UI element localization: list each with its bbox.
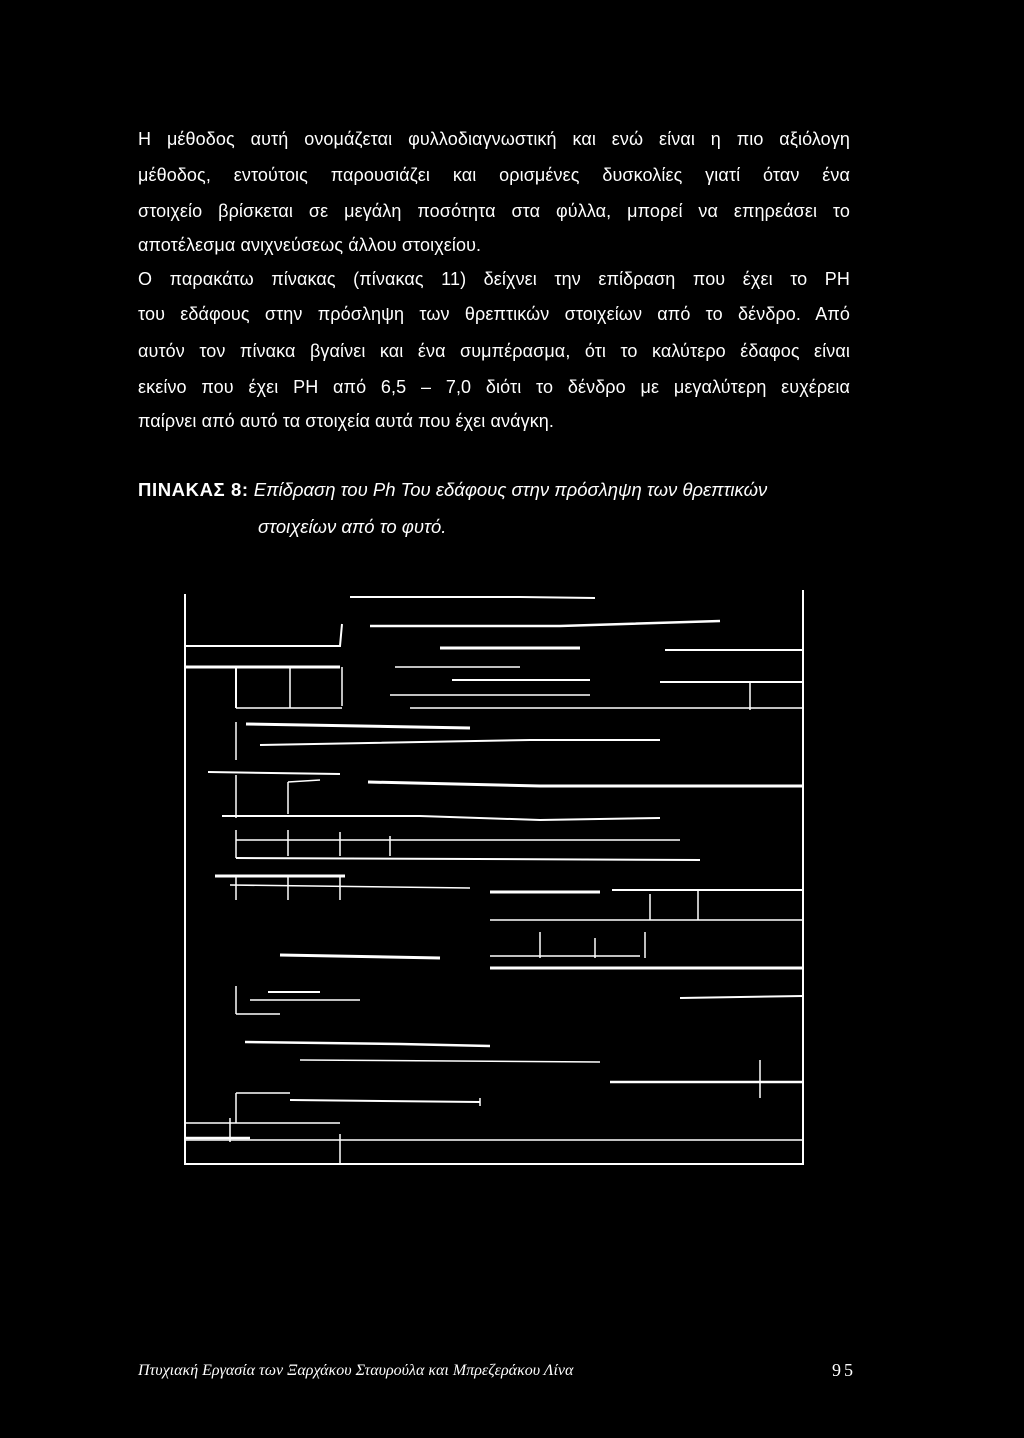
band-19 <box>260 740 660 745</box>
band-25 <box>222 816 660 820</box>
caption-text-line-2: στοιχείων από το φυτό. <box>258 516 447 537</box>
footer-credit: Πτυχιακή Εργασία των Ξαρχάκου Σταυρούλα και Μπρεζεράκου Λίνα <box>138 1362 574 1379</box>
paragraph-line-3: στοιχείο βρίσκεται σε μεγάλη ποσότητα στα φύλλα, μπορεί να επηρεάσει το <box>138 201 850 221</box>
caption-text: Επίδραση του Ph Του εδάφους στην πρόσληψη των θρεπτικών <box>253 479 768 500</box>
paragraph-line-2: μέθοδος, εντούτοις παρουσιάζει και ορισμένες δυσκολίες γιατί όταν ένα <box>138 165 850 185</box>
band-24 <box>288 780 320 782</box>
band-2 <box>370 621 720 626</box>
band-53 <box>245 1042 490 1046</box>
paragraph-line-4: αποτέλεσμα ανιχνεύσεως άλλου στοιχείου. <box>138 235 482 255</box>
band-31 <box>236 858 700 860</box>
paragraph-line-5: Ο παρακάτω πίνακας (πίνακας 11) δείχνει την επίδραση που έχει το PH <box>138 269 850 289</box>
band-3 <box>185 624 342 646</box>
band-1 <box>350 597 595 598</box>
paragraph-line-7: αυτόν τον πίνακα βγαίνει και ένα συμπέρασμα, ότι το καλύτερο έδαφος είναι <box>138 341 850 361</box>
paragraph-line-8: εκείνο που έχει PH από 6,5 – 7,0 διότι το δένδρο με μεγαλύτερη ευχέρεια <box>138 377 850 397</box>
paragraph-line-6: του εδάφους στην πρόσληψη των θρεπτικών στοιχείων από το δένδρο. Από <box>138 304 850 324</box>
band-58 <box>290 1100 480 1102</box>
band-42 <box>280 955 440 958</box>
page-number: 95 <box>832 1360 856 1380</box>
band-20 <box>208 772 340 774</box>
band-21 <box>368 782 803 786</box>
band-36 <box>230 885 470 888</box>
caption-label: ΠΙΝΑΚΑΣ 8: <box>138 479 249 500</box>
paragraph-line-1: Η μέθοδος αυτή ονομάζεται φυλλοδιαγνωστική και ενώ είναι η πιο αξιόλογη <box>138 129 850 149</box>
band-17 <box>246 724 470 728</box>
band-54 <box>300 1060 600 1062</box>
band-52 <box>680 996 803 998</box>
figure-bands <box>185 597 803 1165</box>
paragraph-line-9: παίρνει από αυτό τα στοιχεία αυτά που έχει ανάγκη. <box>138 411 555 431</box>
